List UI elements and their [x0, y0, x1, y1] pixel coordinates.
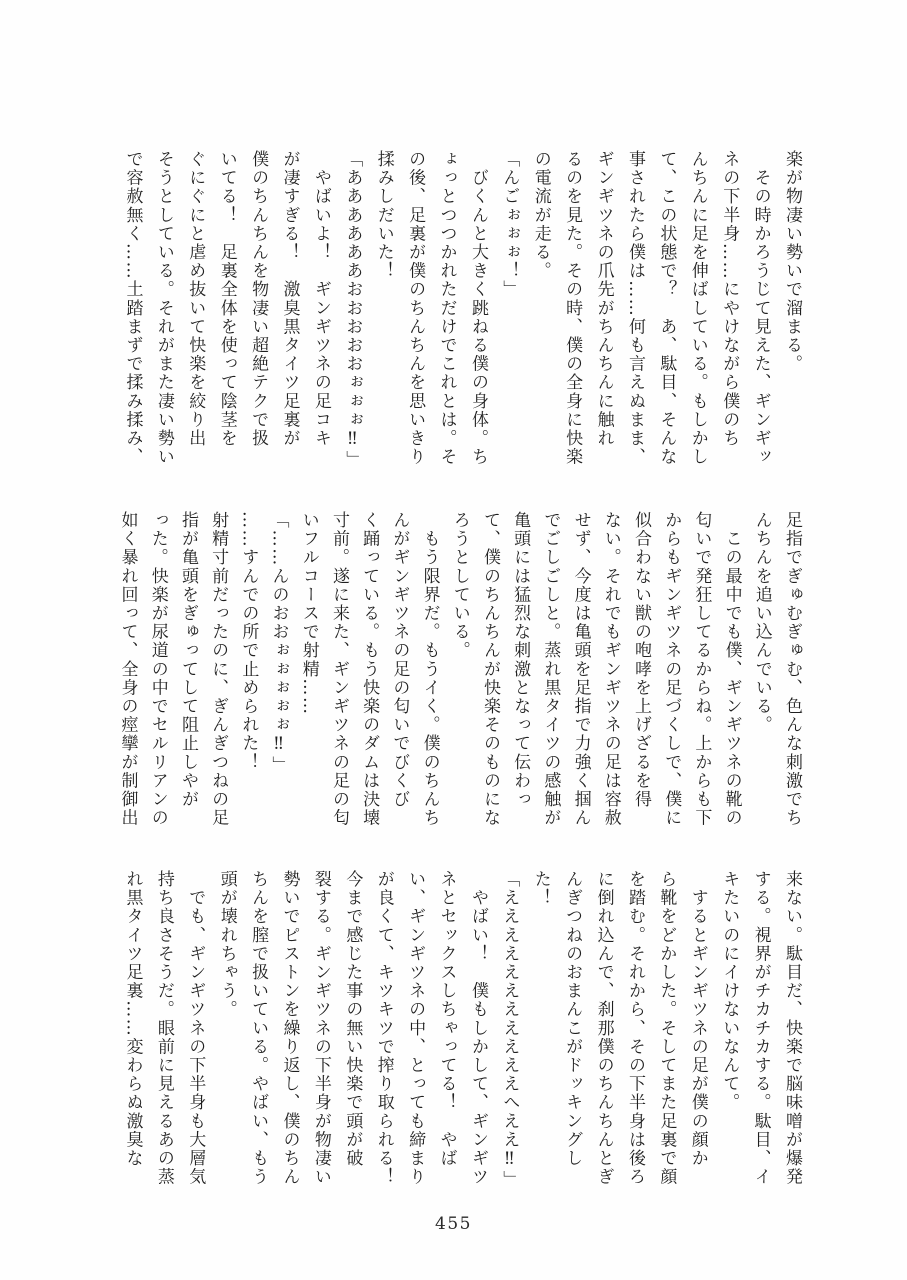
page-number: 455 [435, 1214, 472, 1234]
text-line: て、僕のちんちんが快楽そのものにな [479, 511, 500, 828]
text-line: の電流が走る。 [530, 150, 551, 281]
text-line: で容赦無く……土踏まずで揉み揉み、 [122, 150, 143, 467]
text-line: が凄すぎる！ 激臭黒タイツ足裏が [279, 150, 300, 448]
text-line: 事されたら僕は……何も言えぬまま、 [624, 150, 645, 467]
text-block-bottom [116, 870, 807, 1194]
text-line: からもギンギツネの足づくしで、僕に [661, 511, 682, 828]
text-line: 似合わない獣の咆哮を上げざるを得 [630, 511, 651, 809]
text-line: た！ [530, 870, 551, 908]
text-line: でごしごしと。蒸れ黒タイツの感触が [540, 511, 561, 828]
text-block-middle [112, 511, 807, 835]
text-line: 楽が物凄い勢いで溜まる。 [782, 150, 802, 374]
text-line: 「えええええええええええへええ‼」 [499, 870, 520, 1190]
text-line: ネとセックスしちゃってる！ やば [436, 870, 457, 1168]
text-line: ネの下半身……にやけながら僕のち [719, 150, 740, 448]
text-line: ちんを膣で扱いている。やばい、もう [248, 870, 269, 1187]
text-line: 「んごぉぉぉ！」 [499, 150, 520, 299]
text-line: んちんに足を伸ばしている。もしかし [687, 150, 708, 467]
text-line: んちんを追い込んでいる。 [751, 511, 772, 735]
text-line: 射精寸前だったのに、ぎんぎつねの足 [208, 511, 229, 828]
text-line: 指が亀頭をぎゅってして阻止しやが [177, 511, 198, 809]
text-line: い、ギンギツネの中、とっても締まり [405, 870, 426, 1187]
text-line: 頭が壊れちゃう。 [216, 870, 237, 1019]
text-line: せず、今度は亀頭を足指で力強く掴ん [570, 511, 591, 828]
text-line: 勢いでピストンを繰り返し、僕のちん [279, 870, 300, 1187]
text-line: んがギンギツネの足の匂いでびくび [389, 511, 410, 809]
text-line: を踏む。それから、その下半身は後ろ [624, 870, 645, 1187]
text-line: 如く暴れ回って、全身の痙攣が制御出 [117, 511, 138, 828]
text-line: 揉みしだいた！ [373, 150, 394, 281]
text-line: るのを見た。その時、僕の全身に快楽 [562, 150, 583, 467]
text-line: 「……んのおおぉぉぉぉぉ‼」 [268, 511, 289, 775]
text-line: いフルコースで射精…… [298, 511, 319, 716]
text-line: んぎつねのおまんこがドッキングし [562, 870, 583, 1168]
text-line: する。視界がチカチカする。駄目、イ [750, 870, 771, 1187]
text-line: ょっとつつかれただけでこれとは。そ [436, 150, 457, 467]
text-line: 足指でぎゅむぎゅむ、色んな刺激でち [782, 511, 802, 828]
text-line: ら靴をどかした。そしてまた足裏で顔 [656, 870, 677, 1187]
text-line: いてる！ 足裏全体を使って陰茎を [216, 150, 237, 448]
text-line: 「ああああああおおおおおぉぉぉ‼」 [342, 150, 363, 470]
text-line: そうとしている。それがまた凄い勢い [153, 150, 174, 467]
text-line: 寸前。遂に来た、ギンギツネの足の匂 [328, 511, 349, 828]
text-line: 亀頭には猛烈な刺激となって伝わっ [510, 511, 531, 809]
text-line: て、この状態で？ あ、駄目、そんな [656, 150, 677, 467]
text-line: ぐにぐにと虐め抜いて快楽を絞り出 [185, 150, 206, 448]
text-line: ギンギツネの爪先がちんちんに触れ [593, 150, 614, 448]
text-line: 持ち良さそうだ。眼前に見えるあの蒸 [153, 870, 174, 1187]
text-line: やばいよ！ ギンギツネの足コキ [310, 150, 331, 448]
text-line: その時かろうじて見えた、ギンギッ [750, 150, 771, 467]
text-line: 裂する。ギンギツネの下半身が物凄い [310, 870, 331, 1187]
text-line: するとギンギツネの足が僕の顔か [687, 870, 708, 1168]
text-line: 来ない。駄目だ、快楽で脳味噌が爆発 [782, 870, 802, 1187]
text-line: った。快楽が尿道の中でセルリアンの [147, 511, 168, 828]
text-block-top [116, 150, 807, 474]
text-line: キたいのにイけないなんて。 [719, 870, 740, 1112]
text-line: ……すんでの所で止められた！ [238, 511, 259, 772]
text-line: でも、ギンギツネの下半身も大層気 [185, 870, 206, 1187]
text-line: の後、足裏が僕のちんちんを思いきり [405, 150, 426, 467]
text-line: 僕のちんちんを物凄い超絶テクで扱 [248, 150, 269, 448]
text-line: ない。それでもギンギツネの足は容赦 [600, 511, 621, 828]
text-line: ろうとしている。 [449, 511, 470, 660]
text-line: く踊っている。もう快楽のダムは決壊 [359, 511, 380, 828]
text-line: びくんと大きく跳ねる僕の身体。ち [467, 150, 488, 467]
text-line: に倒れ込んで、刹那僕のちんちんとぎ [593, 870, 614, 1187]
text-line: この最中でも僕、ギンギツネの靴の [721, 511, 742, 828]
text-line: もう限界だ。もうイく。僕のちんち [419, 511, 440, 828]
text-line: れ黒タイツ足裏……変わらぬ激臭な [122, 870, 143, 1168]
text-line: 匂いで発狂してるからね。上からも下 [691, 511, 712, 828]
text-line: やばい！ 僕もしかして、ギンギツ [467, 870, 488, 1187]
text-line: が良くて、キツキツで搾り取られる！ [373, 870, 394, 1187]
text-line: 今まで感じた事の無い快楽で頭が破 [342, 870, 363, 1168]
